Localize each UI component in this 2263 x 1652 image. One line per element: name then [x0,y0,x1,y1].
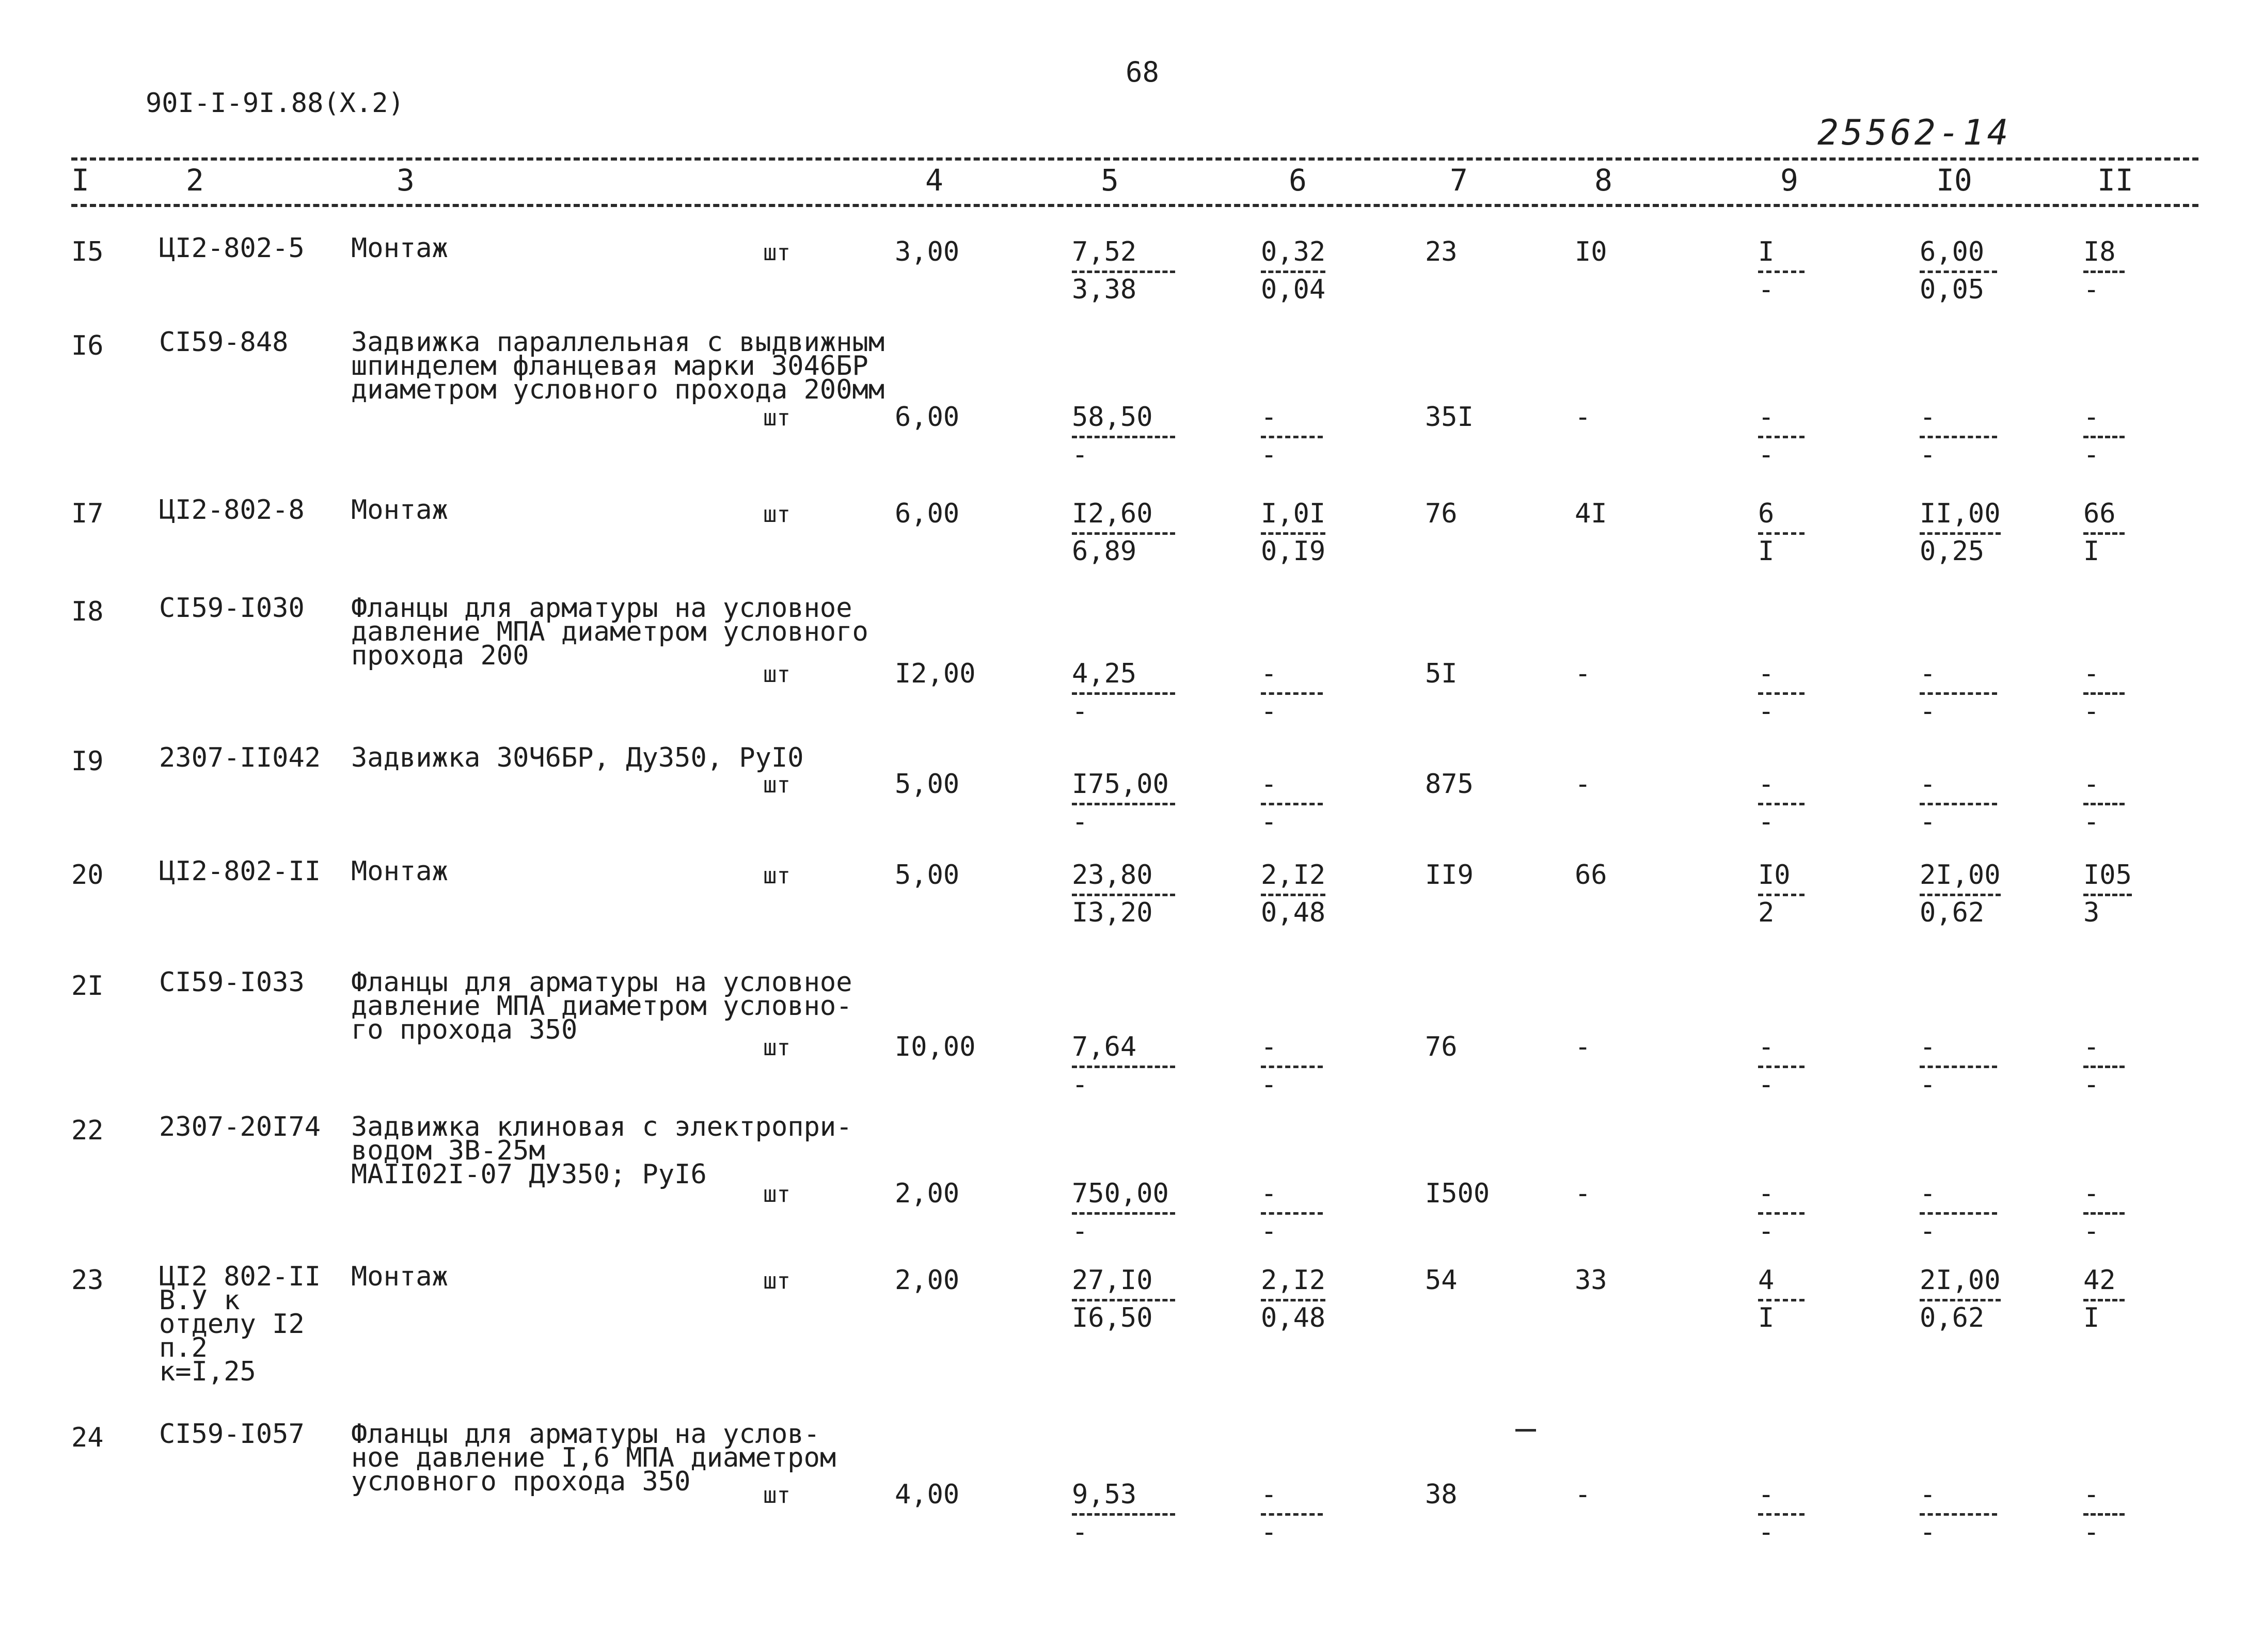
col9-fraction [1758,658,1805,727]
col5-denominator: - [1072,1212,1175,1247]
col11-denominator: - [2083,803,2125,837]
row-quantity: 5,00 [895,769,960,800]
row-code-line: CI59-I030 [159,593,305,624]
col6-numerator: - [1261,1479,1277,1510]
row-code [159,1261,321,1387]
col6-denominator: - [1261,692,1323,727]
row-number: I9 [71,746,104,777]
col11-fraction [2083,1031,2125,1100]
col6-fraction [1261,1178,1323,1247]
row-unit: шт [763,1181,790,1208]
col9-numerator: - [1758,1178,1775,1209]
row-unit: шт [763,240,790,266]
header-top-rule [71,157,2198,161]
col8-value: - [1575,658,1591,689]
row-description-line: ное давление I,6 МПА диаметром [351,1442,836,1473]
col5-denominator: - [1072,692,1175,727]
row-description-line: го прохода 350 [351,1014,578,1045]
col5-numerator: I75,00 [1072,769,1169,800]
row-code [159,495,305,526]
col11-numerator: - [2083,402,2100,433]
row-code [159,327,289,358]
row-code-line: В.У к [159,1285,240,1316]
row-number: I6 [71,330,104,361]
row-code [159,967,305,998]
col9-numerator: - [1758,769,1775,800]
col9-numerator: I0 [1758,860,1791,891]
col11-denominator: - [2083,1513,2125,1548]
col9-fraction [1758,1178,1805,1247]
col10-fraction [1920,860,2001,928]
row-description-line: условного прохода 350 [351,1466,691,1497]
row-description-line: прохода 200 [351,640,529,671]
stray-mark [1515,1429,1536,1432]
col11-numerator: - [2083,658,2100,689]
col11-denominator: I [2083,1299,2125,1333]
col5-fraction [1072,498,1175,567]
row-quantity: I0,00 [895,1031,976,1062]
col6-denominator: - [1261,1066,1323,1100]
col6-fraction [1261,658,1323,727]
row-number: 22 [71,1115,104,1146]
row-description [351,593,868,671]
col10-numerator: - [1920,1479,1936,1510]
row-code [159,856,321,887]
col11-numerator: I05 [2083,860,2132,891]
col10-fraction [1920,1265,2001,1333]
col9-fraction [1758,1265,1805,1333]
col9-denominator: - [1758,1066,1805,1100]
col-header-3: 3 [397,163,415,198]
col11-fraction [2083,1479,2125,1548]
row-description-line: МАII02I-07 ДУ350; РуI6 [351,1159,707,1190]
row-description-line: давление МПА диаметром условно- [351,991,852,1022]
col9-fraction [1758,860,1805,928]
col11-fraction [2083,769,2125,837]
row-description-line: водом ЗВ-25м [351,1135,545,1166]
col6-fraction [1261,498,1325,567]
col10-numerator: - [1920,1178,1936,1209]
col5-denominator: - [1072,1513,1175,1548]
col5-denominator: - [1072,803,1175,837]
col9-numerator: 4 [1758,1265,1775,1296]
col-header-6: 6 [1289,163,1307,198]
col11-numerator: - [2083,1031,2100,1062]
row-unit: шт [763,772,790,798]
row-code [159,593,305,624]
col11-denominator: - [2083,1212,2125,1247]
row-description-line: Монтаж [351,495,448,526]
col11-numerator: 66 [2083,498,2116,529]
col10-denominator: - [1920,803,1997,837]
col6-fraction [1261,402,1323,470]
col10-numerator: - [1920,402,1936,433]
col11-numerator: 42 [2083,1265,2116,1296]
col6-denominator: - [1261,1212,1323,1247]
col10-fraction [1920,769,1997,837]
col-header-8: 8 [1594,163,1612,198]
row-quantity: 5,00 [895,860,960,891]
col11-numerator: - [2083,769,2100,800]
row-description [351,967,852,1045]
header-bottom-rule [71,204,2198,207]
row-quantity: 2,00 [895,1178,960,1209]
col5-denominator: 6,89 [1072,532,1175,567]
col11-numerator: I8 [2083,236,2116,267]
col5-fraction [1072,1479,1175,1548]
row-unit: шт [763,863,790,889]
col6-numerator: - [1261,1031,1277,1062]
row-description-line: Фланцы для арматуры на условное [351,593,852,624]
col9-numerator: - [1758,402,1775,433]
col11-fraction [2083,860,2132,928]
row-number: 2I [71,971,104,1002]
row-code-line: 2307-II042 [159,742,321,773]
row-description [351,742,804,773]
col8-value: - [1575,1031,1591,1062]
col7-value: 76 [1425,498,1458,529]
row-description [351,856,448,887]
col7-value: 54 [1425,1265,1458,1296]
col8-value: - [1575,1178,1591,1209]
col5-fraction [1072,402,1175,470]
col6-denominator: 0,48 [1261,894,1325,928]
col-header-5: 5 [1101,163,1119,198]
row-code [159,1111,321,1142]
col5-numerator: 27,I0 [1072,1265,1153,1296]
row-number: 20 [71,860,104,891]
col6-numerator: - [1261,769,1277,800]
col7-value: I500 [1425,1178,1490,1209]
col9-numerator: - [1758,1479,1775,1510]
col9-fraction [1758,402,1805,470]
row-quantity: I2,00 [895,658,976,689]
col10-numerator: II,00 [1920,498,2001,529]
row-number: I7 [71,498,104,529]
col6-fraction [1261,236,1325,305]
col11-denominator: - [2083,1066,2125,1100]
col5-fraction [1072,860,1175,928]
row-code [159,1419,305,1450]
row-description [351,233,448,264]
col10-fraction [1920,658,1997,727]
row-description [351,495,448,526]
row-description-line: Монтаж [351,1261,448,1292]
row-code-line: CI59-848 [159,327,289,358]
col8-value: - [1575,402,1591,433]
col10-numerator: - [1920,1031,1936,1062]
col11-denominator: - [2083,692,2125,727]
col8-value: - [1575,769,1591,800]
col9-denominator: - [1758,271,1805,305]
col5-denominator: 3,38 [1072,271,1175,305]
row-description-line: диаметром условного прохода 200мм [351,374,885,405]
row-quantity: 6,00 [895,402,960,433]
col10-denominator: 0,25 [1920,532,2001,567]
col10-denominator: 0,05 [1920,271,1997,305]
col-header-11: II [2097,163,2133,198]
row-description [351,327,885,405]
col11-fraction [2083,658,2125,727]
row-description-line: Задвижка клиновая с электропри- [351,1111,852,1142]
handwritten-number: 25562-14 [1817,113,2012,153]
col8-value: 66 [1575,860,1607,891]
row-code-line: CI59-I057 [159,1419,305,1450]
col6-numerator: - [1261,658,1277,689]
col6-denominator: - [1261,436,1323,470]
col10-numerator: 2I,00 [1920,1265,2001,1296]
col5-denominator: - [1072,1066,1175,1100]
row-description-line: Фланцы для арматуры на условное [351,967,852,998]
col6-numerator: - [1261,402,1277,433]
col6-fraction [1261,1031,1323,1100]
col-header-2: 2 [186,163,204,198]
col9-numerator: I [1758,236,1775,267]
row-code-line: ЦI2-802-II [159,856,321,887]
col9-denominator: - [1758,803,1805,837]
col9-numerator: - [1758,1031,1775,1062]
col11-numerator: - [2083,1479,2100,1510]
col9-denominator: I [1758,532,1805,567]
col9-fraction [1758,769,1805,837]
col9-denominator: - [1758,1513,1805,1548]
col9-fraction [1758,236,1805,305]
col11-fraction [2083,236,2125,305]
col5-numerator: 9,53 [1072,1479,1137,1510]
row-unit: шт [763,405,790,431]
col11-denominator: 3 [2083,894,2132,928]
col9-denominator: 2 [1758,894,1805,928]
col11-denominator: I [2083,532,2125,567]
col10-fraction [1920,1031,1997,1100]
col10-denominator: - [1920,1513,1997,1548]
row-number: I8 [71,596,104,627]
col10-numerator: - [1920,769,1936,800]
col5-fraction [1072,1178,1175,1247]
col11-fraction [2083,402,2125,470]
col6-fraction [1261,1265,1325,1333]
col10-fraction [1920,498,2001,567]
document-code: 90I-I-9I.88(X.2) [146,88,404,119]
col6-denominator: - [1261,803,1323,837]
col9-denominator: - [1758,1212,1805,1247]
row-description [351,1111,852,1190]
col9-denominator: - [1758,436,1805,470]
row-code-line: к=I,25 [159,1356,256,1387]
col6-denominator: - [1261,1513,1323,1548]
col9-fraction [1758,1031,1805,1100]
col10-denominator: - [1920,1066,1997,1100]
row-description-line: Задвижка 30Ч6БР, Ду350, РуI0 [351,742,804,773]
col11-denominator: - [2083,271,2125,305]
col-header-10: I0 [1936,163,1972,198]
row-code-line: ЦI2-802-5 [159,233,305,264]
col5-fraction [1072,1031,1175,1100]
row-description [351,1261,448,1292]
col11-fraction [2083,1265,2125,1333]
row-quantity: 4,00 [895,1479,960,1510]
col11-fraction [2083,498,2125,567]
col6-fraction [1261,1479,1323,1548]
col5-fraction [1072,1265,1175,1333]
col8-value: 4I [1575,498,1607,529]
col9-denominator: I [1758,1299,1805,1333]
col5-numerator: 4,25 [1072,658,1137,689]
row-quantity: 3,00 [895,236,960,267]
col9-fraction [1758,498,1805,567]
col6-fraction [1261,769,1323,837]
col9-denominator: - [1758,692,1805,727]
col10-denominator: 0,62 [1920,1299,2001,1333]
row-code-line: CI59-I033 [159,967,305,998]
row-unit: шт [763,1035,790,1061]
col6-denominator: 0,04 [1261,271,1325,305]
col10-denominator: - [1920,1212,1997,1247]
col8-value: - [1575,1479,1591,1510]
row-description-line: Задвижка параллельная с выдвижным [351,327,885,358]
col5-fraction [1072,658,1175,727]
col5-numerator: I2,60 [1072,498,1153,529]
col6-numerator: 0,32 [1261,236,1326,267]
row-code [159,742,321,773]
row-unit: шт [763,501,790,528]
col7-value: 23 [1425,236,1458,267]
col9-numerator: 6 [1758,498,1775,529]
row-unit: шт [763,1482,790,1508]
col7-value: II9 [1425,860,1474,891]
row-description-line: Монтаж [351,233,448,264]
col5-denominator: I3,20 [1072,894,1175,928]
row-code-line: ЦI2 802-II [159,1261,321,1292]
col8-value: 33 [1575,1265,1607,1296]
col9-numerator: - [1758,658,1775,689]
col10-numerator: 6,00 [1920,236,1985,267]
col10-fraction [1920,402,1997,470]
col6-numerator: 2,I2 [1261,860,1326,891]
col-header-1: I [71,163,89,198]
col-header-9: 9 [1780,163,1798,198]
col5-numerator: 7,64 [1072,1031,1137,1062]
col10-numerator: 2I,00 [1920,860,2001,891]
col11-numerator: - [2083,1178,2100,1209]
col11-denominator: - [2083,436,2125,470]
col5-fraction [1072,769,1175,837]
row-code-line: п.2 [159,1332,208,1363]
col11-fraction [2083,1178,2125,1247]
col6-denominator: 0,I9 [1261,532,1325,567]
col5-fraction [1072,236,1175,305]
row-unit: шт [763,1268,790,1294]
col9-fraction [1758,1479,1805,1548]
col5-denominator: - [1072,436,1175,470]
col10-fraction [1920,1178,1997,1247]
row-quantity: 2,00 [895,1265,960,1296]
row-number: I5 [71,236,104,267]
col10-fraction [1920,236,1997,305]
col6-fraction [1261,860,1325,928]
row-description-line: шпинделем фланцевая марки 3046БР [351,351,868,382]
col7-value: 35I [1425,402,1474,433]
row-description-line: Фланцы для арматуры на услов- [351,1419,820,1450]
row-code-line: ЦI2-802-8 [159,495,305,526]
page-number: 68 [1126,56,1160,88]
row-description-line: Монтаж [351,856,448,887]
row-number: 24 [71,1422,104,1453]
col6-numerator: I,0I [1261,498,1326,529]
col8-value: I0 [1575,236,1607,267]
row-unit: шт [763,661,790,688]
row-code-line: отделу I2 [159,1309,305,1340]
col7-value: 875 [1425,769,1474,800]
col-header-7: 7 [1450,163,1468,198]
col5-numerator: 750,00 [1072,1178,1169,1209]
col7-value: 76 [1425,1031,1458,1062]
col10-denominator: - [1920,692,1997,727]
col10-numerator: - [1920,658,1936,689]
col5-numerator: 58,50 [1072,402,1153,433]
row-description-line: давление МПА диаметром условного [351,616,868,647]
col6-numerator: - [1261,1178,1277,1209]
row-quantity: 6,00 [895,498,960,529]
col7-value: 38 [1425,1479,1458,1510]
col10-denominator: 0,62 [1920,894,2001,928]
col6-numerator: 2,I2 [1261,1265,1326,1296]
col6-denominator: 0,48 [1261,1299,1325,1333]
col10-fraction [1920,1479,1997,1548]
row-number: 23 [71,1265,104,1296]
col5-denominator: I6,50 [1072,1299,1175,1333]
col5-numerator: 23,80 [1072,860,1153,891]
col-header-4: 4 [925,163,943,198]
col10-denominator: - [1920,436,1997,470]
col5-numerator: 7,52 [1072,236,1137,267]
row-code-line: 2307-20I74 [159,1111,321,1142]
col7-value: 5I [1425,658,1458,689]
row-code [159,233,305,264]
